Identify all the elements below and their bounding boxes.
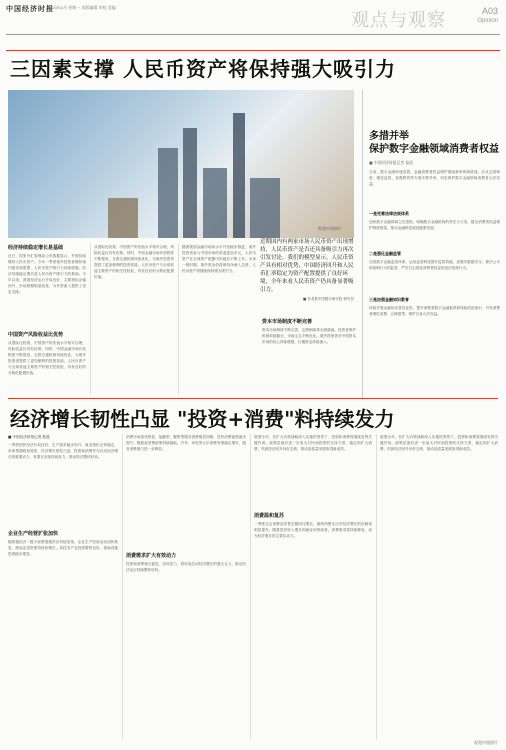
column-divider: [250, 434, 251, 740]
right-article-subhead-2: 二是强化金融监管: [369, 251, 401, 256]
article2-col4-body: 展望全年，在扩大内需战略深入实施的背景下，投资和消费将继续发挥关键作用。政策层面应进一步加大对民间投资的支持力度，稳定和扩大消费，巩固经济回升向好态势，推动高质量发展取得新成效。: [380, 435, 498, 451]
article1-col1: [8, 244, 86, 394]
headline-rule: [6, 50, 500, 51]
photo-caption: 视觉中国图片: [318, 226, 342, 231]
right-article-body-3: 完善数字金融监管体系，运用监管科技提升监管效能，加强对数据安全、算法公平和营销行为的监管，严厉打击侵害消费者权益的违法违规行为。: [369, 260, 500, 270]
article2-col2-subhead: 消费需求扩大有效动力: [126, 553, 177, 559]
column-divider: [376, 434, 377, 740]
column-divider: [178, 244, 179, 394]
right-article-headline: 保护数字金融领域消费者权益: [369, 144, 499, 155]
article2-col2: [126, 434, 246, 740]
photo-building: [108, 198, 138, 238]
article1-col4: [262, 318, 356, 396]
right-article-author: ■ 中国经济时报记者 报道: [369, 160, 413, 165]
col2-subhead: 中国资产风险收益比优势: [8, 332, 64, 338]
photo-building: [158, 148, 178, 238]
right-article-subhead-1: 一是完善法律法规体系: [369, 211, 409, 216]
col2b-body: 从国际比较看，中国资产的估值水平相对合理，风险收益比具有优势。同时，中国金融市场开放程度不断提高，互联互通机制持续优化，为境外投资者提供了更加便利的投资渠道。人民币资产与全球其他主要资产的相关性较低，具有良好的分散化配置价值。: [94, 245, 174, 279]
article2-col3: [254, 434, 372, 740]
article1-headline: 三因素支撑 人民币资产将保持强大吸引力: [10, 57, 396, 81]
article2-col2-body-2: 投资和消费相互促进、协同发力，将形成拉动经济增长的强大合力，推动经济运行持续整体好转。: [126, 562, 246, 572]
col4-body: 资本市场制度不断完善，注册制改革全面落地，投资者保护机制持续健全，市场生态不断优化。境外投资者对中国资本市场的信心持续增强，长期资金持续流入。: [262, 328, 356, 344]
right-article-body-1: 当前，数字金融快速发展，金融消费者权益保护面临新形势新挑战。应从完善制度、强化监管、加强教育等方面多措并举，切实保护数字金融领域消费者合法权益。: [369, 170, 500, 186]
photo-building: [183, 128, 197, 238]
newspaper-logo: 中国经济时报: [6, 5, 54, 13]
article2-col1-subhead: 企业生产经营扩张加快: [8, 531, 59, 537]
article2-col3-subhead: 消费温和复苏: [254, 513, 285, 519]
col2-body: 从国际比较看，中国资产的估值水平相对合理，风险收益比具有优势。同时，中国金融市场开放程度不断提高，互联互通机制持续优化，为境外投资者提供了更加便利的投资渠道。人民币资产与全球其他主要资产的相关性较低，具有良好的分散化配置价值。: [8, 341, 86, 375]
photo-building: [250, 178, 280, 238]
article2-col4: [380, 434, 498, 734]
article1-photo: [8, 90, 354, 238]
pull-quote-text: 近期国内有两家市场人民币资产出现增持，人民币资产是否还具备吸引力再次引发讨论。我们的模型显示，人民币资产具有相对优势，中国经济回升和人民币汇率稳定为资产配置提供了良好环境，全年来看人民币资产仍具备显著吸引力。: [260, 239, 354, 293]
article1-col2: [94, 244, 174, 394]
column-divider: [90, 244, 91, 394]
issue-info: 2023年4月 星期一 本版编辑 审校 美编: [48, 5, 116, 10]
page-number-value: A03: [481, 6, 498, 16]
article2-byline: ■ 中国经济时报记者 报道: [8, 435, 50, 439]
pull-quote: [260, 238, 354, 302]
article2-col1-body-2: 随着稳经济一揽子政策措施效应持续显现，企业生产经营活动加快恢复，制造业投资保持较快增长，高技术产业投资增势良好，基础设施投资稳步推进。: [8, 540, 118, 556]
page-number: [477, 6, 498, 26]
article2-headline: 经济增长韧性凸显 "投资+消费"料持续发力: [10, 407, 395, 431]
right-article-body-2: 加快数字金融领域立法进程，明确数字金融机构的责任与义务，健全消费者权益保护制度框架，推动金融科技规范健康发展。: [369, 220, 500, 230]
photo-building: [233, 113, 245, 238]
col4-subhead: 资本市场制度不断完善: [262, 319, 313, 325]
article2-col1-body: 一季度国民经济开局良好，生产需求稳步回升，就业物价总体稳定，市场预期明显改善，经济增长韧性凸显。投资和消费作为拉动经济增长的重要动力，有望在后续持续发力，推动经济整体好转。: [8, 443, 118, 459]
page-label: Opinion: [477, 18, 498, 24]
article2-col1: [8, 434, 118, 740]
right-article-label: 多措并举: [369, 131, 409, 142]
pull-quote-author: ■ 作者系中国银行研究院 研究员: [302, 297, 354, 301]
right-article-body-4: 持续开展金融知识普及宣传，提升消费者数字金融素养和风险防范意识，引导消费者理性消费、合理借贷，维护自身合法权益。: [369, 306, 500, 316]
column-divider: [122, 434, 123, 740]
section-title: 观点与观察: [351, 10, 446, 30]
article2-col3-body: 一季度社会消费品零售总额同比增长，最终消费支出对经济增长的贡献率明显提升。随着居民收入增长和就业形势改善，消费需求将持续释放，成为经济增长的主要拉动力。: [254, 522, 372, 538]
col1-body: 近日，国家外汇管理局公布数据显示，外资持续增持人民币资产。今年一季度境外投资者增持境内债券和股票，人民币资产吸引力持续增强。经济持续稳定增长是人民币资产吸引力的基础。今年以来，我国经济运行开局良好，主要指标企稳回升，市场预期明显改善，为外资流入提供了坚实支撑。: [8, 254, 86, 294]
photo-building: [203, 168, 227, 238]
masthead-rule: [6, 34, 500, 35]
col1-subhead: 经济持续稳定增长是基础: [8, 245, 64, 251]
article2-col2-body: 消费市场加快恢复，接触型、聚集型服务消费明显回暖，居民消费意愿逐步提升。随着促消费政策持续落地，汽车、家电等大宗消费有望稳定增长，服务消费潜力进一步释放。: [126, 435, 246, 451]
right-article: [362, 90, 500, 400]
article2-col3-intro: 展望全年，在扩大内需战略深入实施的背景下，投资和消费将继续发挥关键作用。政策层面应进一步加大对民间投资的支持力度，稳定和扩大消费，巩固经济回升向好态势，推动高质量发展取得新成效。: [254, 435, 372, 451]
right-article-subhead-3: 三是加强金融知识教育: [369, 297, 409, 302]
article1-col3: [182, 244, 256, 394]
footer-credit: 视觉中国图片: [474, 740, 498, 745]
masthead: [0, 0, 506, 44]
col3-body: 随着我国金融市场高水平开放稳步推进，境外投资者参与中国市场的渠道更加多元，人民币资产在全球资产配置中的地位不断上升。未来一段时期，境外资金仍将保持净流入态势，人民币资产将继续保持强大吸引力。: [182, 245, 256, 273]
section-divider: [8, 398, 498, 399]
